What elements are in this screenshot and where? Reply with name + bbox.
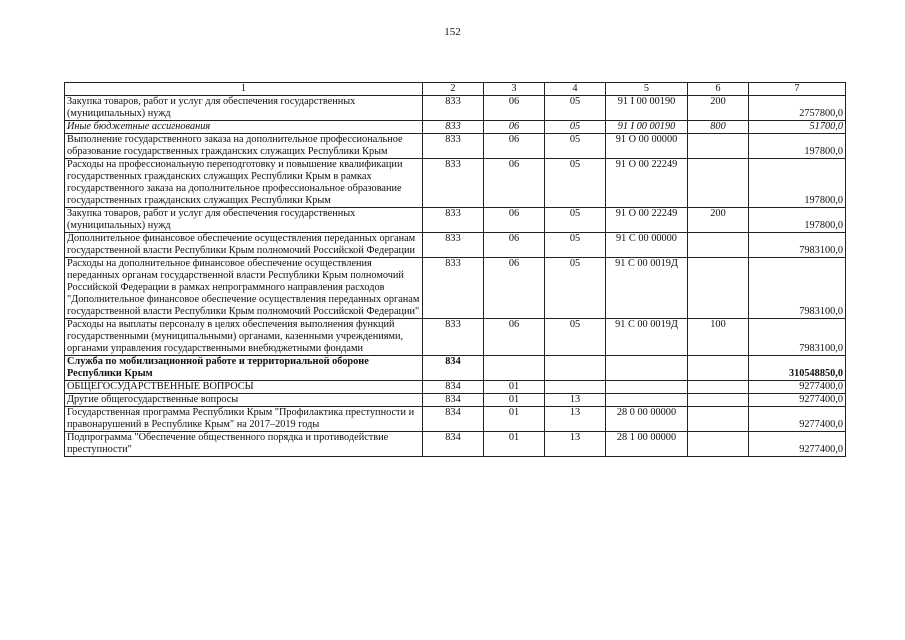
header-row: [65, 83, 846, 96]
expense-type-code-cell: [688, 432, 749, 457]
expense-type-code-cell: 200: [688, 96, 749, 121]
section-code-cell: 06: [484, 319, 545, 356]
table-row: [65, 134, 846, 159]
subsection-code-cell: 05: [545, 96, 606, 121]
item-name-cell: Государственная программа Республики Крым "Профилактика преступности и правонарушений в Республике Крым" на 2017–2019 годы: [65, 407, 423, 432]
item-name-cell: Выполнение государственного заказа на дополнительное профессиональное образование государственных гражданских служащих Республики Крым: [65, 134, 423, 159]
table-row: [65, 381, 846, 394]
subsection-code-cell: 05: [545, 134, 606, 159]
page-number: 152: [444, 26, 461, 38]
expense-type-code-cell: [688, 407, 749, 432]
section-code-cell: 06: [484, 121, 545, 134]
section-code-cell: 06: [484, 208, 545, 233]
header-cell-3: 3: [484, 83, 545, 96]
amount-cell: 51700,0: [749, 121, 846, 134]
expense-type-code-cell: [688, 394, 749, 407]
section-code-cell: 06: [484, 258, 545, 319]
department-code-cell: 834: [423, 356, 484, 381]
target-article-code-cell: 91 О 00 22249: [606, 208, 688, 233]
department-code-cell: 834: [423, 432, 484, 457]
subsection-code-cell: 05: [545, 233, 606, 258]
amount-cell: 2757800,0: [749, 96, 846, 121]
department-code-cell: 833: [423, 258, 484, 319]
amount-cell: 7983100,0: [749, 319, 846, 356]
header-cell-4: 4: [545, 83, 606, 96]
department-code-cell: 833: [423, 159, 484, 208]
amount-cell: 197800,0: [749, 208, 846, 233]
amount-cell: 7983100,0: [749, 233, 846, 258]
subsection-code-cell: [545, 381, 606, 394]
item-name-cell: Подпрограмма "Обеспечение общественного порядка и противодействие преступности": [65, 432, 423, 457]
item-name-cell: Расходы на дополнительное финансовое обеспечение осуществления переданных органам государственной власти Республики Крым полномочий Российской Федерации в рамках непрограммного направления расходов "Дополнительное финансовое обеспечение осуществления переданных органам государственной власти Республики Крым полномочий Российской Федерации": [65, 258, 423, 319]
amount-cell: 197800,0: [749, 159, 846, 208]
table-row: [65, 96, 846, 121]
expense-type-code-cell: [688, 159, 749, 208]
target-article-code-cell: 91 С 00 00000: [606, 233, 688, 258]
department-code-cell: 833: [423, 121, 484, 134]
section-code-cell: 01: [484, 407, 545, 432]
target-article-code-cell: 91 С 00 0019Д: [606, 319, 688, 356]
target-article-code-cell: 91 С 00 0019Д: [606, 258, 688, 319]
item-name-cell: Расходы на профессиональную переподготовку и повышение квалификации государственных гражданских служащих Республики Крым в рамках государственного заказа на дополнительное профессиональное образование государственных гражданских служащих Республики Крым: [65, 159, 423, 208]
department-code-cell: 833: [423, 96, 484, 121]
table-row: [65, 233, 846, 258]
table-header: [65, 83, 846, 96]
section-code-cell: 01: [484, 381, 545, 394]
section-code-cell: 01: [484, 432, 545, 457]
department-code-cell: 834: [423, 407, 484, 432]
header-cell-6: 6: [688, 83, 749, 96]
expense-type-code-cell: 200: [688, 208, 749, 233]
header-cell-7: 7: [749, 83, 846, 96]
section-code-cell: 01: [484, 394, 545, 407]
amount-cell: 197800,0: [749, 134, 846, 159]
expense-type-code-cell: [688, 381, 749, 394]
item-name-cell: ОБЩЕГОСУДАРСТВЕННЫЕ ВОПРОСЫ: [65, 381, 423, 394]
section-code-cell: 06: [484, 233, 545, 258]
target-article-code-cell: 91 О 00 00000: [606, 134, 688, 159]
target-article-code-cell: 91 О 00 22249: [606, 159, 688, 208]
target-article-code-cell: 91 I 00 00190: [606, 121, 688, 134]
amount-cell: 7983100,0: [749, 258, 846, 319]
subsection-code-cell: [545, 356, 606, 381]
item-name-cell: Дополнительное финансовое обеспечение осуществления переданных органам государственной власти Республики Крым полномочий Российской Федерации: [65, 233, 423, 258]
subsection-code-cell: 05: [545, 258, 606, 319]
header-cell-2: 2: [423, 83, 484, 96]
item-name-cell: Служба по мобилизационной работе и территориальной обороне Республики Крым: [65, 356, 423, 381]
item-name-cell: Расходы на выплаты персоналу в целях обеспечения выполнения функций государственными (муниципальными) органами, казенными учреждениями, органами управления государственными внебюджетными фондами: [65, 319, 423, 356]
department-code-cell: 833: [423, 233, 484, 258]
table-row: [65, 159, 846, 208]
table-row: [65, 394, 846, 407]
amount-cell: 9277400,0: [749, 432, 846, 457]
table-row: [65, 356, 846, 381]
table-row: [65, 258, 846, 319]
section-code-cell: 06: [484, 96, 545, 121]
subsection-code-cell: 05: [545, 159, 606, 208]
target-article-code-cell: [606, 356, 688, 381]
department-code-cell: 833: [423, 134, 484, 159]
target-article-code-cell: [606, 381, 688, 394]
subsection-code-cell: 05: [545, 208, 606, 233]
table-row: [65, 121, 846, 134]
section-code-cell: [484, 356, 545, 381]
table-row: [65, 432, 846, 457]
subsection-code-cell: 13: [545, 432, 606, 457]
department-code-cell: 833: [423, 319, 484, 356]
table-row: [65, 319, 846, 356]
expense-type-code-cell: [688, 258, 749, 319]
subsection-code-cell: 05: [545, 121, 606, 134]
section-code-cell: 06: [484, 159, 545, 208]
table-row: [65, 208, 846, 233]
expense-type-code-cell: [688, 356, 749, 381]
section-code-cell: 06: [484, 134, 545, 159]
item-name-cell: Закупка товаров, работ и услуг для обеспечения государственных (муниципальных) нужд: [65, 96, 423, 121]
header-cell-1: 1: [65, 83, 423, 96]
table-body: [65, 96, 846, 457]
expense-type-code-cell: [688, 134, 749, 159]
header-cell-5: 5: [606, 83, 688, 96]
amount-cell: 9277400,0: [749, 394, 846, 407]
expense-type-code-cell: [688, 233, 749, 258]
subsection-code-cell: 05: [545, 319, 606, 356]
table-row: [65, 407, 846, 432]
target-article-code-cell: [606, 394, 688, 407]
target-article-code-cell: 28 0 00 00000: [606, 407, 688, 432]
item-name-cell: Закупка товаров, работ и услуг для обеспечения государственных (муниципальных) нужд: [65, 208, 423, 233]
subsection-code-cell: 13: [545, 407, 606, 432]
expense-type-code-cell: 800: [688, 121, 749, 134]
department-code-cell: 833: [423, 208, 484, 233]
item-name-cell: Иные бюджетные ассигнования: [65, 121, 423, 134]
target-article-code-cell: 91 I 00 00190: [606, 96, 688, 121]
department-code-cell: 834: [423, 394, 484, 407]
amount-cell: 9277400,0: [749, 381, 846, 394]
department-code-cell: 834: [423, 381, 484, 394]
amount-cell: 9277400,0: [749, 407, 846, 432]
amount-cell: 310548850,0: [749, 356, 846, 381]
subsection-code-cell: 13: [545, 394, 606, 407]
budget-table: [64, 82, 846, 457]
expense-type-code-cell: 100: [688, 319, 749, 356]
item-name-cell: Другие общегосударственные вопросы: [65, 394, 423, 407]
target-article-code-cell: 28 1 00 00000: [606, 432, 688, 457]
